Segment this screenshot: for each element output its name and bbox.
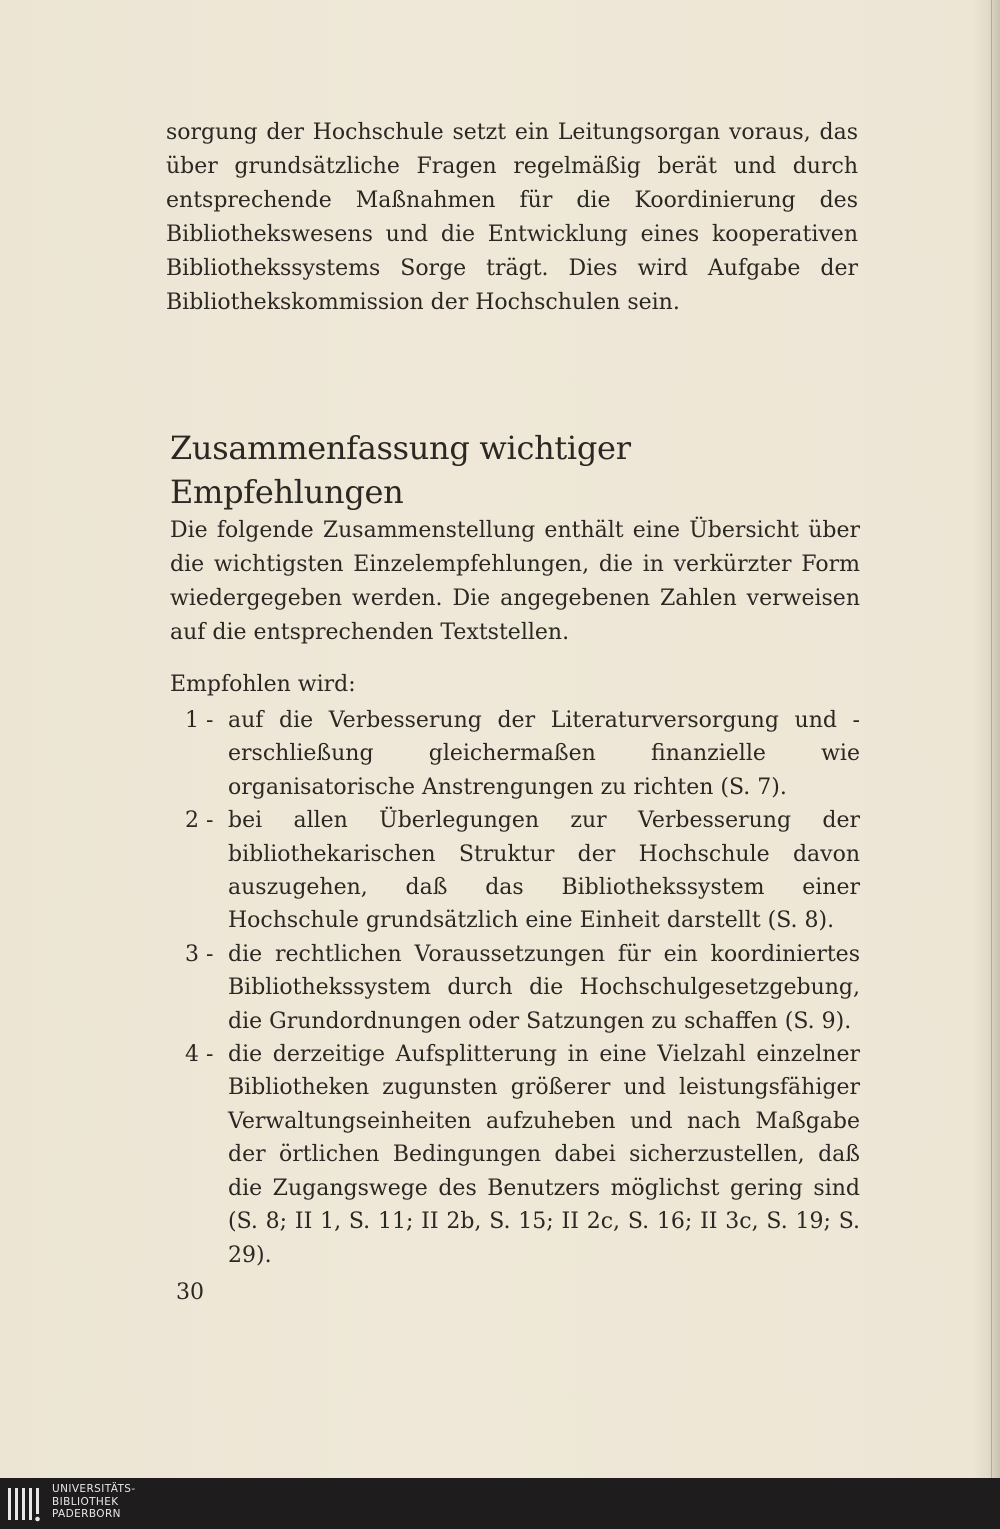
section-heading: Zusammenfassung wichtiger Empfehlungen — [170, 429, 631, 511]
list-item-text: die derzeitige Aufsplitterung in eine Vielzahl einzelner Bibliotheken zugunsten größerer und leistungsfähiger Verwaltungseinheiten aufzuheben und nach Maßgabe der örtlichen Bedingungen dabei sicherzustellen, daß die Zugangswege des Benutzers möglichst gering sind (S. 8; II 1, S. 11; II 2b, S. 15; II 2c, S. 16; II 3c, S. 19; S. 29). — [228, 1042, 860, 1268]
list-item — [185, 804, 860, 938]
recommendation-list — [185, 704, 860, 1272]
paragraph-continuation: sorgung der Hochschule setzt ein Leitungsorgan voraus, das über grundsätzliche Fragen regelmäßig berät und durch entsprechende Maßnahmen für die Koordinierung des Bibliothekswesens und die Entwicklung eines kooperativen Bibliothekssystems Sorge trägt. Dies wird Aufgabe der Bibliothekskommission der Hochschulen sein. — [166, 120, 858, 315]
list-item-text: bei allen Überlegungen zur Verbesserung der bibliothekarischen Struktur der Hochschule davon auszugehen, daß das Bibliothekssystem einer Hochschule grundsätzlich eine Einheit darstellt (S. 8). — [228, 808, 860, 934]
page-number: 30 — [176, 1280, 204, 1305]
intro-paragraph: Die folgende Zusammenstellung enthält eine Übersicht über die wichtigsten Einzelempfehlungen, die in verkürzter Form wiedergegeben werden. Die angegebenen Zahlen verweisen auf die entsprechenden Textstellen. — [170, 518, 860, 645]
list-item — [185, 938, 860, 1038]
list-item — [185, 1038, 860, 1272]
list-item-number: 2 - — [185, 808, 214, 834]
library-name-line: PADERBORN — [52, 1508, 121, 1520]
list-item-number: 3 - — [185, 941, 214, 967]
list-item-number: 1 - — [185, 708, 214, 733]
list-item-text: auf die Verbesserung der Literaturversorgung und -erschließung gleichermaßen finanzielle wie organisatorische Anstrengungen zu richten (S. 7). — [228, 708, 860, 800]
page-edge-shadow — [972, 0, 1000, 1478]
page-edge-line — [991, 0, 992, 1478]
library-footer-bar — [0, 1478, 1000, 1529]
library-name-line: BIBLIOTHEK — [52, 1495, 119, 1508]
library-logo-icon — [6, 1484, 46, 1524]
list-item — [185, 704, 860, 804]
library-name — [52, 1483, 136, 1521]
list-item-text: die rechtlichen Voraussetzungen für ein koordiniertes Bibliothekssystem durch die Hochschulgesetzgebung, die Grundordnungen oder Satzungen zu schaffen (S. 9). — [228, 941, 860, 1034]
list-lead: Empfohlen wird: — [170, 672, 356, 697]
library-name-line: UNIVERSITÄTS- — [52, 1483, 136, 1495]
list-item-number: 4 - — [185, 1042, 214, 1068]
